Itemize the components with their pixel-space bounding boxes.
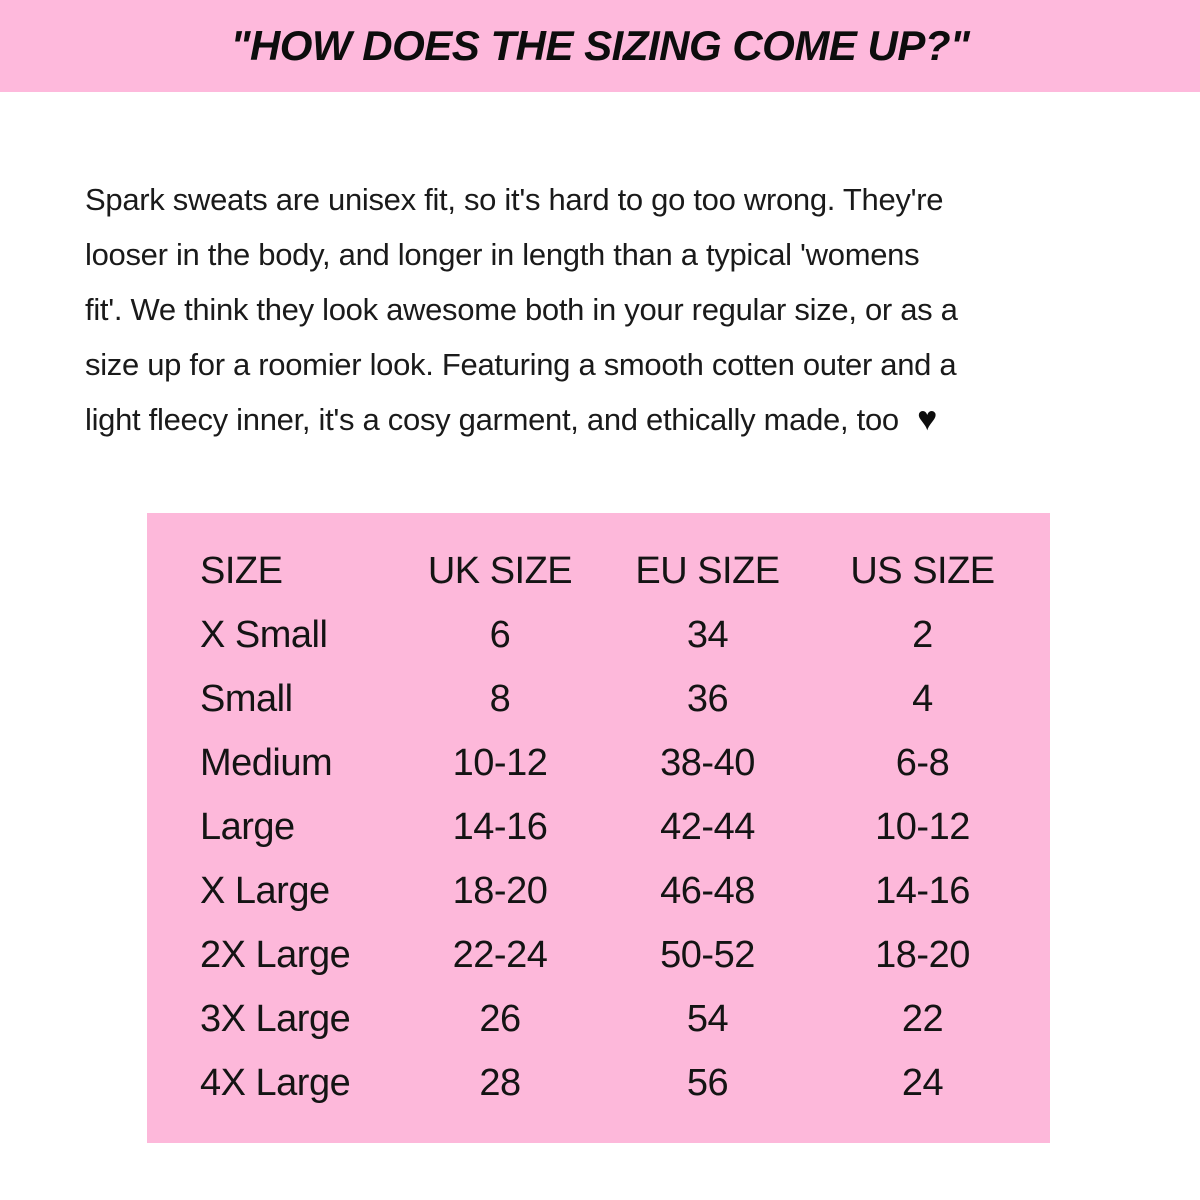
cell-size: X Large [200, 869, 330, 912]
cell-uk-size: 10-12 [452, 741, 548, 784]
description-line [85, 392, 1125, 447]
description [85, 172, 1125, 447]
cell-size: 3X Large [200, 997, 351, 1040]
cell-eu-size: 36 [686, 677, 729, 720]
column-header-eu-size: EU SIZE [635, 549, 780, 592]
cell-size: Medium [200, 741, 333, 784]
cell-us-size: 14-16 [875, 869, 970, 912]
cell-eu-size: 38-40 [660, 741, 755, 784]
cell-us-size: 24 [901, 1061, 944, 1104]
cell-uk-size: 14-16 [452, 805, 548, 848]
cell-uk-size: 18-20 [452, 869, 548, 912]
cell-us-size: 18-20 [875, 933, 970, 976]
heart-icon: ♥ [917, 400, 938, 438]
cell-eu-size: 56 [686, 1061, 729, 1104]
cell-us-size: 6-8 [895, 741, 950, 784]
cell-size: X Small [200, 613, 328, 656]
cell-us-size: 22 [901, 997, 944, 1040]
description-line-text: light fleecy inner, it's a cosy garment, and ethically made, too [85, 402, 899, 437]
cell-uk-size: 22-24 [452, 933, 548, 976]
cell-uk-size: 28 [479, 1061, 521, 1104]
cell-uk-size: 6 [489, 613, 511, 656]
cell-us-size: 4 [912, 677, 933, 720]
cell-size: 4X Large [200, 1061, 351, 1104]
cell-eu-size: 54 [686, 997, 729, 1040]
description-line: Spark sweats are unisex fit, so it's hard to go too wrong. They're [85, 182, 944, 217]
cell-eu-size: 46-48 [660, 869, 755, 912]
cell-us-size: 10-12 [875, 805, 970, 848]
cell-size: Large [200, 805, 295, 848]
header-banner [0, 0, 1200, 92]
column-header-size: SIZE [200, 549, 283, 592]
cell-uk-size: 26 [479, 997, 521, 1040]
description-line: size up for a roomier look. Featuring a smooth cotten outer and a [85, 347, 957, 382]
cell-size: Small [200, 677, 293, 720]
cell-size: 2X Large [200, 933, 351, 976]
column-header-us-size: US SIZE [850, 549, 995, 592]
cell-uk-size: 8 [489, 677, 511, 720]
size-table-card [147, 513, 1050, 1143]
cell-us-size: 2 [912, 613, 933, 656]
description-line: looser in the body, and longer in length than a typical 'womens [85, 237, 920, 272]
cell-eu-size: 34 [686, 613, 729, 656]
column-header-uk-size: UK SIZE [427, 549, 573, 592]
cell-eu-size: 50-52 [660, 933, 755, 976]
page-title: "HOW DOES THE SIZING COME UP?" [230, 22, 970, 69]
description-line: fit'. We think they look awesome both in your regular size, or as a [85, 292, 958, 327]
cell-eu-size: 42-44 [660, 805, 755, 848]
size-table [147, 513, 1050, 1115]
